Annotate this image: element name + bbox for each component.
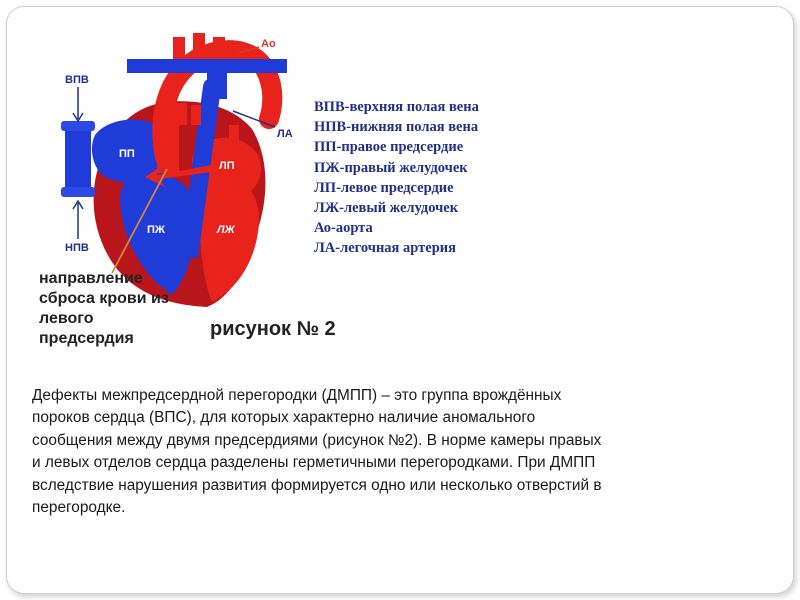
pulmonary-vein-1 [177, 103, 187, 125]
label-la: ЛА [277, 128, 293, 140]
shunt-label-line: предсердия [39, 330, 134, 347]
paragraph-line: перегородке. [32, 499, 126, 517]
paragraph-line: вследствие нарушения развития формируется одно или несколько отверстий в [32, 476, 602, 494]
aorta-descending [157, 103, 179, 173]
aorta-branch-2 [193, 33, 205, 59]
legend-item: ПЖ-правый желудочек [314, 159, 468, 176]
ivc-cap [61, 187, 95, 197]
legend-item: НПВ-нижняя полая вена [314, 119, 479, 136]
paragraph-line: пороков сердца (ВПС), для которых характерно наличие аномального [32, 409, 536, 427]
svc-cap [61, 121, 95, 131]
legend-item: ЛП-левое предсердие [314, 179, 454, 196]
label-pzh: ПЖ [147, 224, 165, 236]
abbreviation-legend [314, 97, 554, 259]
label-npv: НПВ [65, 242, 89, 254]
pulmonary-vein-2 [191, 105, 201, 125]
shunt-label-line: сброса крови из [39, 290, 169, 307]
label-lp: ЛП [219, 160, 235, 172]
legend-item: Ао-аорта [314, 220, 373, 237]
pulmonary-vein-3 [229, 125, 239, 143]
shunt-direction-label [39, 269, 219, 349]
paragraph-line: сообщения между двумя предсердиями (рисунок №2). В норме камеры правых [32, 431, 602, 449]
slide [6, 6, 794, 594]
shunt-label-line: направление [39, 270, 143, 287]
paragraph-line: Дефекты межпредсердной перегородки (ДМПП) – это группа врождённых [32, 387, 562, 404]
label-lzh: ЛЖ [217, 224, 235, 236]
shunt-label-line: левого [39, 310, 94, 327]
paragraph-line: и левых отделов сердца разделены герметичными перегородками. При ДМПП [32, 454, 596, 472]
legend-item: ЛЖ-левый желудочек [314, 200, 459, 217]
legend-item: ВПВ-верхняя полая вена [314, 99, 479, 115]
pulmonary-trunk-top [207, 69, 227, 99]
legend-item: ПП-правое предсердие [314, 139, 464, 156]
label-vpv: ВПВ [65, 74, 89, 86]
legend-item: ЛА-легочная артерия [314, 240, 456, 257]
description-paragraph [32, 385, 772, 519]
aorta-branch-3 [213, 37, 225, 61]
label-pp: ПП [119, 148, 135, 160]
label-ao: Ао [261, 38, 276, 50]
figure-caption: рисунок № 2 [210, 318, 336, 340]
